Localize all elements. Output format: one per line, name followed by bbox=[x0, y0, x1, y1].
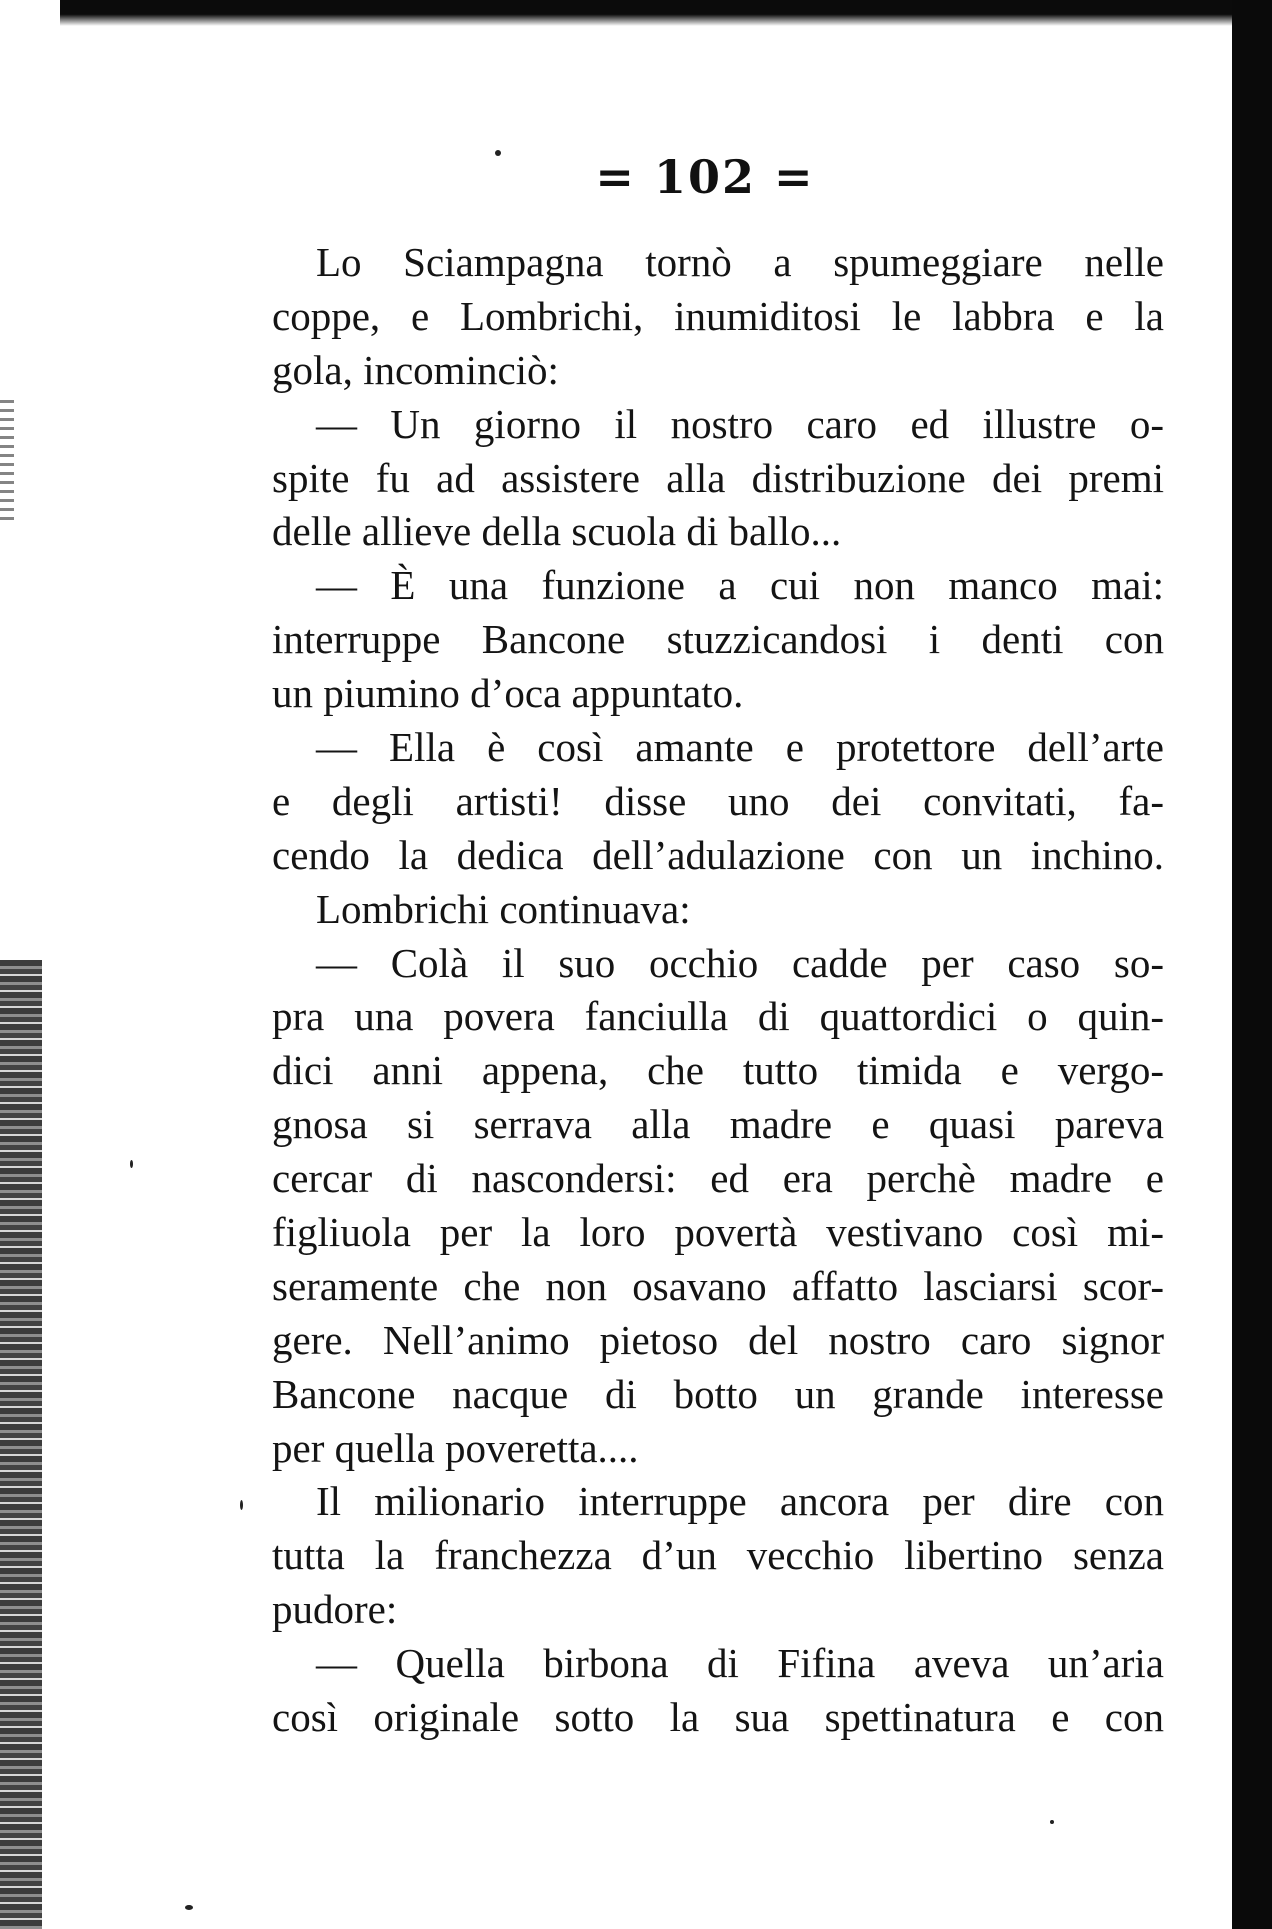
scan-speck bbox=[185, 1905, 193, 1910]
text-line: tutta la franchezza d’un vecchio libertino senza bbox=[272, 1532, 1164, 1579]
text-line: gola, incominciò: bbox=[272, 346, 559, 393]
scan-speck bbox=[240, 1500, 243, 1510]
text-line: Lo Sciampagna tornò a spumeggiare nelle bbox=[316, 239, 1164, 285]
text-line: cercar di nascondersi: ed era perchè madre e bbox=[272, 1155, 1164, 1202]
text-line: così originale sotto la sua spettinatura e con bbox=[272, 1694, 1164, 1741]
text-line: coppe, e Lombrichi, inumiditosi le labbra e la bbox=[272, 292, 1164, 339]
left-binding-marks bbox=[0, 400, 14, 520]
text-line: dici anni appena, che tutto timida e vergo- bbox=[272, 1047, 1164, 1094]
text-line: — Un giorno il nostro caro ed illustre o- bbox=[316, 400, 1164, 447]
page-number: = 102 = bbox=[595, 150, 815, 204]
text-line: figliuola per la loro povertà vestivano così mi- bbox=[272, 1209, 1164, 1256]
text-line: gere. Nell’animo pietoso del nostro caro signor bbox=[272, 1316, 1164, 1363]
text-line: seramente che non osavano affatto lasciarsi scor- bbox=[272, 1262, 1164, 1309]
text-line: pra una povera fanciulla di quattordici o quin- bbox=[272, 993, 1164, 1040]
left-binding-edge bbox=[0, 960, 42, 1929]
text-line: gnosa si serrava alla madre e quasi pareva bbox=[272, 1101, 1164, 1148]
text-line: spite fu ad assistere alla distribuzione dei premi bbox=[272, 454, 1164, 501]
text-line: — È una funzione a cui non manco mai: bbox=[316, 562, 1164, 609]
scan-speck bbox=[1050, 1820, 1054, 1824]
text-line: e degli artisti! disse uno dei convitati, fa- bbox=[272, 777, 1164, 824]
right-scan-edge bbox=[1232, 0, 1272, 1929]
text-line: — Ella è così amante e protettore dell’arte bbox=[316, 724, 1164, 771]
text-line: cendo la dedica dell’adulazione con un inchino. bbox=[272, 831, 1164, 878]
text-line: — Colà il suo occhio cadde per caso so- bbox=[316, 939, 1164, 986]
text-line: Bancone nacque di botto un grande interesse bbox=[272, 1370, 1164, 1417]
text-line: Lombrichi continuava: bbox=[316, 885, 691, 932]
body-text bbox=[272, 236, 1164, 1745]
top-scan-edge bbox=[60, 0, 1272, 26]
scan-speck bbox=[495, 150, 501, 156]
text-line: pudore: bbox=[272, 1586, 398, 1633]
text-line: — Quella birbona di Fifina aveva un’aria bbox=[316, 1640, 1164, 1687]
text-line: per quella poveretta.... bbox=[272, 1424, 639, 1471]
text-line: un piumino d’oca appuntato. bbox=[272, 670, 744, 717]
scan-speck bbox=[130, 1160, 133, 1168]
text-line: interruppe Bancone stuzzicandosi i denti con bbox=[272, 616, 1164, 663]
text-line: Il milionario interruppe ancora per dire con bbox=[316, 1478, 1164, 1525]
text-line: delle allieve della scuola di ballo... bbox=[272, 508, 842, 555]
